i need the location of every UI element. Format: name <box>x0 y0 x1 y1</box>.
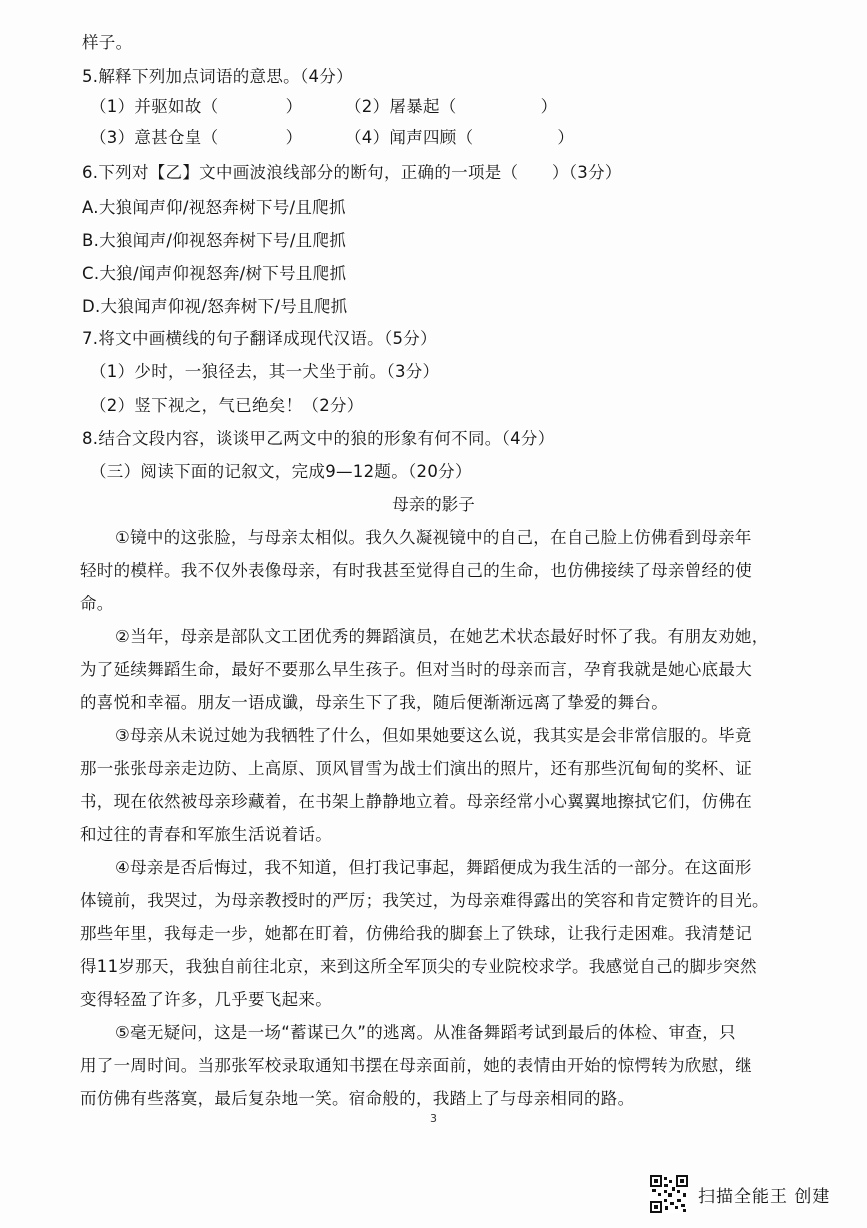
paragraph-line: ③母亲从未说过她为我牺牲了什么，但如果她要这么说，我其实是会非常信服的。毕竟 <box>115 726 752 745</box>
scanner-watermark <box>650 1172 850 1216</box>
paragraph-line: 得11岁那天，我独自前往北京，来到这所全军顶尖的专业院校求学。我感觉自己的脚步突然 <box>80 957 757 976</box>
paragraph-line: 书，现在依然被母亲珍藏着，在书架上静静地立着。母亲经常小心翼翼地擦拭它们，仿佛在 <box>80 792 752 811</box>
paragraph-line: ①镜中的这张脸，与母亲太相似。我久久凝视镜中的自己，在自己脸上仿佛看到母亲年 <box>115 528 752 547</box>
paragraph-line: 体镜前，我哭过，为母亲教授时的严厉；我笑过，为母亲难得露出的笑容和肯定赞许的目光。 <box>80 891 769 910</box>
paragraph-line: 那些年里，我每走一步，她都在盯着，仿佛给我的脚套上了铁球，让我行走困难。我清楚记 <box>80 924 752 943</box>
paragraph-line: ⑤毫无疑问，这是一场“蓄谋已久”的逃离。从准备舞蹈考试到最后的体检、审查，只 <box>115 1023 736 1042</box>
option-b: B.大狼闻声/仰视怒奔树下号/且爬抓 <box>82 231 347 250</box>
paragraph-line: 那一张张母亲走边防、上高原、顶风冒雪为战士们演出的照片，还有那些沉甸甸的奖杯、证 <box>80 759 752 778</box>
question-5-item-3: （3）意甚仓皇（ ） <box>90 128 303 147</box>
paragraph-line: 和过往的青春和军旅生活说着话。 <box>80 825 332 844</box>
question-5-item-4: （4）闻声四顾（ ） <box>345 128 575 147</box>
page-number: 3 <box>430 1112 437 1125</box>
paragraph-line: 为了延续舞蹈生命，最好不要那么早生孩子。但对当时的母亲而言，孕育我就是她心底最大 <box>80 660 752 679</box>
question-5-item-2: （2）屠暴起（ ） <box>345 97 558 116</box>
section-three-heading: （三）阅读下面的记叙文，完成9—12题。（20分） <box>90 462 472 481</box>
question-7-item-2: （2）竖下视之，气已绝矣！（2分） <box>90 396 364 415</box>
paragraph-line: 而仿佛有些落寞，最后复杂地一笑。宿命般的，我踏上了与母亲相同的路。 <box>80 1089 635 1108</box>
question-7-item-1: （1）少时，一狼径去，其一犬坐于前。（3分） <box>90 362 440 381</box>
question-6: 6.下列对【乙】文中画波浪线部分的断句，正确的一项是（ ）（3分） <box>82 163 622 182</box>
paragraph-line: ②当年，母亲是部队文工团优秀的舞蹈演员，在她艺术状态最好时怀了我。有朋友劝她， <box>115 627 769 646</box>
paragraph-line: 轻时的模样。我不仅外表像母亲，有时我甚至觉得自己的生命，也仿佛接续了母亲曾经的使 <box>80 561 752 580</box>
paragraph-line: 的喜悦和幸福。朋友一语成谶，母亲生下了我，随后便渐渐远离了挚爱的舞台。 <box>80 693 668 712</box>
qr-code-icon <box>650 1175 688 1213</box>
paragraph-line: ④母亲是否后悔过，我不知道，但打我记事起，舞蹈便成为我生活的一部分。在这面形 <box>115 858 752 877</box>
option-a: A.大狼闻声仰/视怒奔树下号/且爬抓 <box>82 198 346 217</box>
scanner-label: 扫描全能王 创建 <box>698 1186 831 1207</box>
article-title: 母亲的影子 <box>392 495 475 514</box>
question-5-item-1: （1）并驱如故（ ） <box>90 97 303 116</box>
option-d: D.大狼闻声仰视/怒奔树下/号且爬抓 <box>82 297 348 316</box>
question-7: 7.将文中画横线的句子翻译成现代汉语。（5分） <box>82 329 437 348</box>
paragraph-line: 用了一周时间。当那张军校录取通知书摆在母亲面前，她的表情由开始的惊愕转为欣慰，继 <box>80 1056 752 1075</box>
question-5: 5.解释下列加点词语的意思。（4分） <box>82 67 353 86</box>
paragraph-line: 变得轻盈了许多，几乎要飞起来。 <box>80 990 332 1009</box>
option-c: C.大狼/闻声仰视怒奔/树下号且爬抓 <box>82 264 347 283</box>
question-8: 8.结合文段内容，谈谈甲乙两文中的狼的形象有何不同。（4分） <box>82 429 555 448</box>
text-line: 样子。 <box>82 33 133 52</box>
paragraph-line: 命。 <box>80 594 114 613</box>
